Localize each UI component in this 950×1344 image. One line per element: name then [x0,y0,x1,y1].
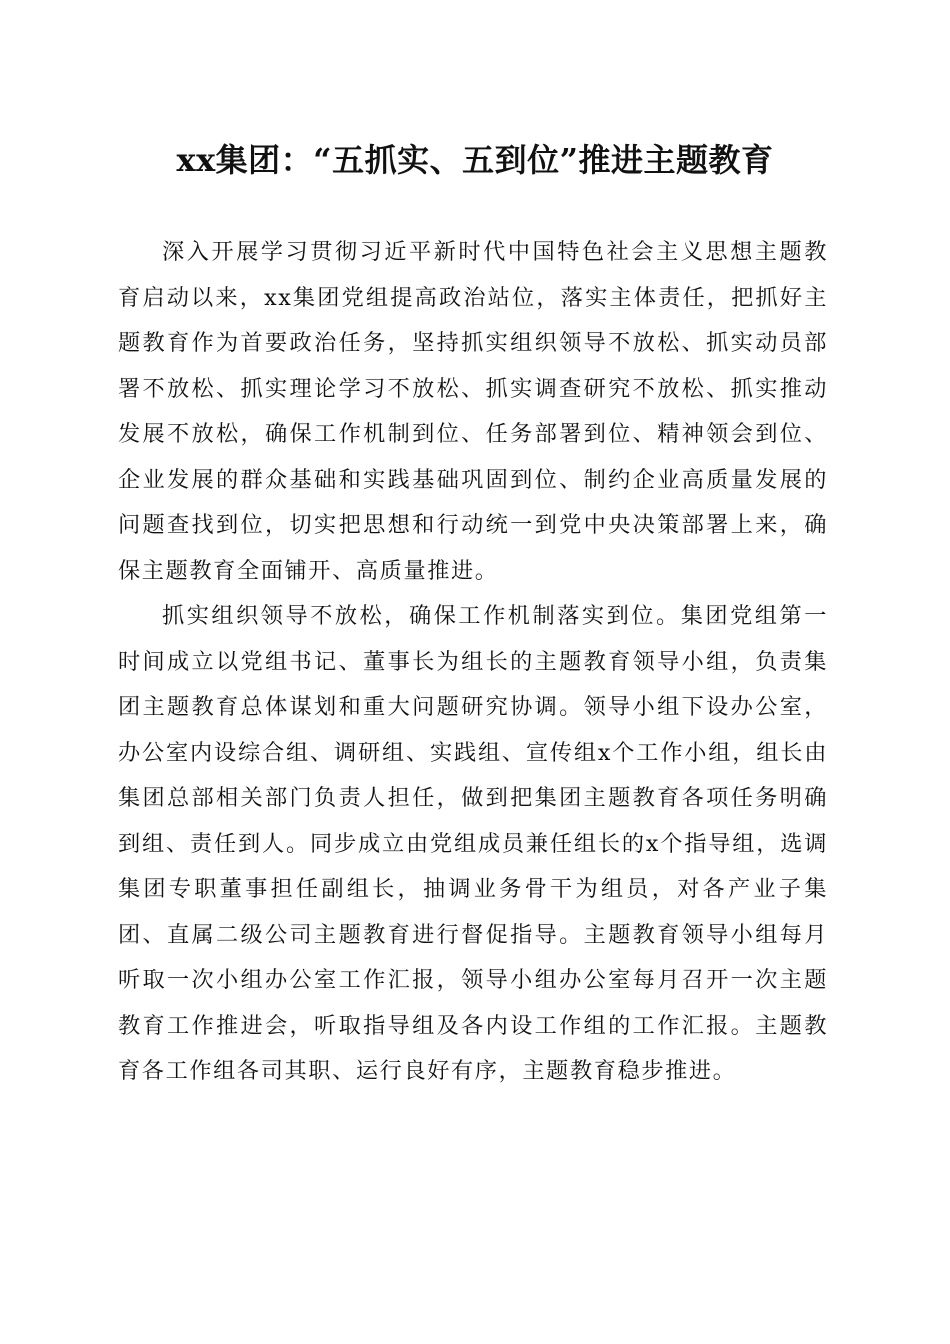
paragraph-organization-leadership: 抓实组织领导不放松，确保工作机制落实到位。集团党组第一时间成立以党组书记、董事长为组长的主题教育领导小组，负责集团主题教育总体谋划和重大问题研究协调。领导小组下设办公室，办公室内设综合组、调研组、实践组、宣传组x个工作小组，组长由集团总部相关部门负责人担任，做到把集团主题教育各项任务明确到组、责任到人。同步成立由党组成员兼任组长的x个指导组，选调集团专职董事担任副组长，抽调业务骨干为组员，对各产业子集团、直属二级公司主题教育进行督促指导。主题教育领导小组每月听取一次小组办公室工作汇报，领导小组办公室每月召开一次主题教育工作推进会，听取指导组及各内设工作组的工作汇报。主题教育各工作组各司其职、运行良好有序，主题教育稳步推进。 [118,603,828,1084]
paragraph-intro: 深入开展学习贯彻习近平新时代中国特色社会主义思想主题教育启动以来，xx集团党组提高政治站位，落实主体责任，把抓好主题教育作为首要政治任务，坚持抓实组织领导不放松、抓实动员部署不放松、抓实理论学习不放松、抓实调查研究不放松、抓实推动发展不放松，确保工作机制到位、任务部署到位、精神领会到位、企业发展的群众基础和实践基础巩固到位、制约企业高质量发展的问题查找到位，切实把思想和行动统一到党中央决策部署上来，确保主题教育全面铺开、高质量推进。 [118,239,828,584]
document-body [118,230,828,1095]
document-title: xx集团：“五抓实、五到位”推进主题教育 [176,141,774,179]
